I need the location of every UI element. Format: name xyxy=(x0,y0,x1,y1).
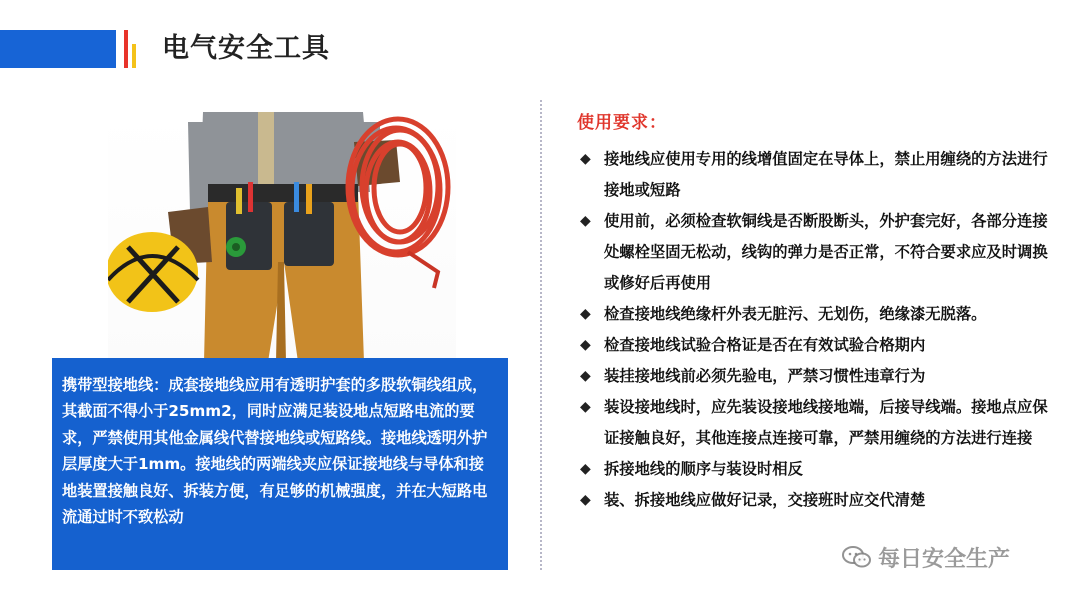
info-box xyxy=(52,358,508,570)
requirements-heading: 使用要求： xyxy=(577,113,667,133)
requirement-text: 检查接地线试验合格证是否在有效试验合格期内 xyxy=(604,336,926,354)
dotted-divider xyxy=(540,100,542,570)
watermark xyxy=(842,540,1010,574)
worker-illustration xyxy=(108,112,456,362)
requirement-item xyxy=(580,392,1060,454)
watermark-text: 每日安全生产 xyxy=(878,546,1011,572)
header-blue-bar xyxy=(0,30,116,68)
requirement-item xyxy=(580,330,1060,361)
requirement-item xyxy=(580,144,1060,206)
diamond-bullet-icon: ◆ xyxy=(580,399,591,415)
requirement-text: 检查接地线绝缘杆外表无脏污、无划伤，绝缘漆无脱落。 xyxy=(604,305,987,323)
requirement-text: 装设接地线时，应先装设接地线接地端，后接导线端。接地点应保证接触良好，其他连接点连接可靠，严禁用缠绕的方法进行连接 xyxy=(604,398,1048,447)
wechat-icon xyxy=(842,545,872,569)
diamond-bullet-icon: ◆ xyxy=(580,368,591,384)
diamond-bullet-icon: ◆ xyxy=(580,213,591,229)
page-title: 电气安全工具 xyxy=(162,33,330,64)
diamond-bullet-icon: ◆ xyxy=(580,337,591,353)
diamond-bullet-icon: ◆ xyxy=(580,151,591,167)
requirement-item xyxy=(580,299,1060,330)
requirement-text: 装、拆接地线应做好记录，交接班时应交代清楚 xyxy=(604,491,926,509)
diamond-bullet-icon: ◆ xyxy=(580,306,591,322)
requirement-text: 使用前，必须检查软铜线是否断股断头，外护套完好，各部分连接处螺栓坚固无松动，线钩的弹力是否正常，不符合要求应及时调换或修好后再使用 xyxy=(604,212,1048,292)
requirement-item xyxy=(580,206,1060,299)
info-box-text: 携带型接地线：成套接地线应用有透明护套的多股软铜线组成，其截面不得小于25mm2，同时应满足装设地点短路电流的要求，严禁使用其他金属线代替接地线或短路线。接地线透明外护层厚度大于1mm。接地线的两端线夹应保证接地线与导体和接地装置接触良好、拆装方便，有足够的机械强度，并在大短路电流通过时不致松动 xyxy=(62,376,488,527)
diamond-bullet-icon: ◆ xyxy=(580,492,591,508)
requirement-item xyxy=(580,485,1060,516)
requirement-text: 接地线应使用专用的线增值固定在导体上，禁止用缠绕的方法进行接地或短路 xyxy=(604,150,1048,199)
requirement-text: 拆接地线的顺序与装设时相反 xyxy=(604,460,803,478)
requirement-text: 装挂接地线前必须先验电，严禁习惯性违章行为 xyxy=(604,367,926,385)
requirement-item xyxy=(580,454,1060,485)
requirement-item xyxy=(580,361,1060,392)
header-red-stripe xyxy=(124,30,128,68)
worker-photo xyxy=(108,112,456,362)
header-yellow-stripe xyxy=(132,44,136,68)
diamond-bullet-icon: ◆ xyxy=(580,461,591,477)
requirements-list xyxy=(580,144,1060,516)
